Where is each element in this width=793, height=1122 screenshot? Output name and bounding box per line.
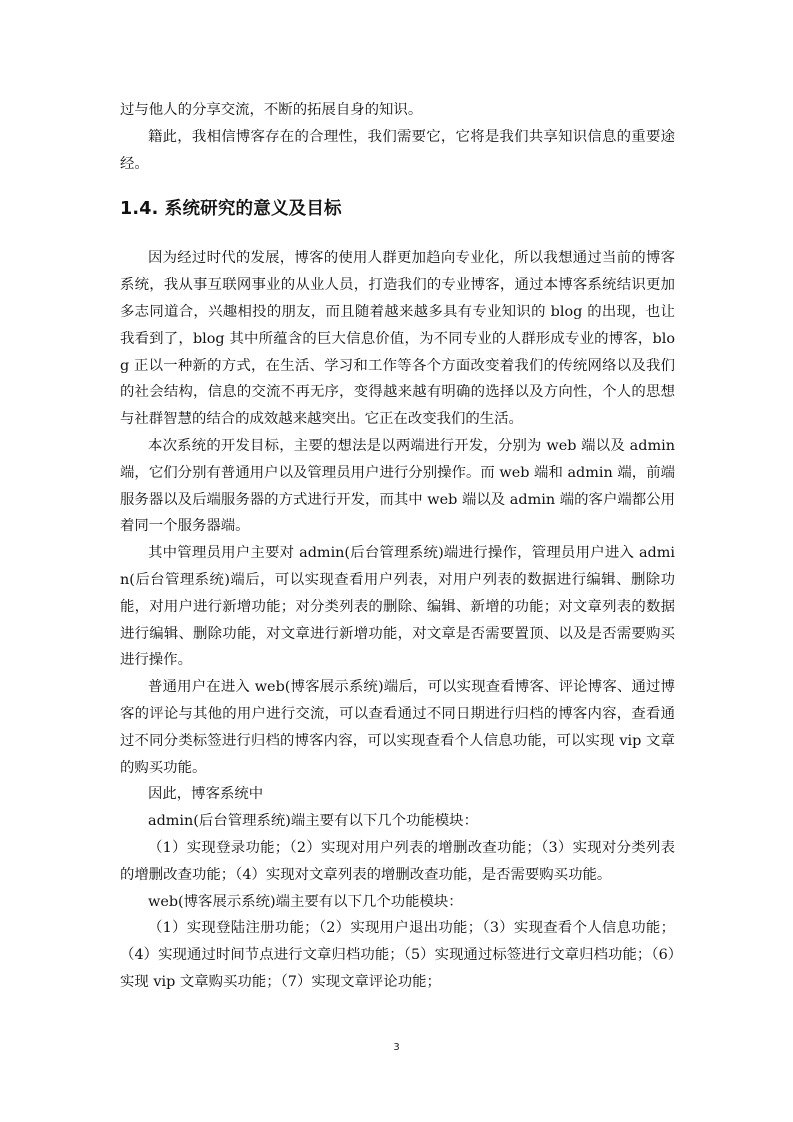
- paragraph: 过与他人的分享交流，不断的拓展自身的知识。: [120, 102, 423, 118]
- page-number: 3: [393, 1042, 400, 1053]
- paragraph: 因为经过时代的发展，博客的使用人群更加趋向专业化，所以我想通过当前的博客系统，我从事互联网事业的从业人员，打造我们的专业博客，通过本博客系统结识更加多志同道合，兴趣相投的朋友，而且随着越来越多具有专业知识的 blog 的出现，也让我看到了，blog 其中所蕴含的巨大信息价值，为不同专业的人群形成专业的博客，blog 正以一种新的方式，在生活、学习和工作等各个方面改变着我们的传统网络以及我们的社会结构，信息的交流不再无序，变得越来越有明确的选择以及方向性，个人的思想与社群智慧的结合的成效越来越突出。它正在改变我们的生活。: [120, 250, 675, 428]
- paragraph: admin(后台管理系统)端主要有以下几个功能模块：: [148, 813, 478, 830]
- paragraph: （1）实现登录功能；（2）实现对用户列表的增删改查功能；（3）实现对分类列表的增删改查功能；（4）实现对文章列表的增删改查功能，是否需要购买功能。: [120, 839, 675, 883]
- paragraph: web(博客展示系统)端主要有以下几个功能模块：: [148, 893, 463, 910]
- section-heading: 1.4. 系统研究的意义及目标: [120, 199, 342, 220]
- paragraph: 籍此，我相信博客存在的合理性，我们需要它，它将是我们共享知识信息的重要途经。: [120, 128, 675, 172]
- paragraph: 本次系统的开发目标，主要的想法是以两端进行开发，分别为 web 端以及 admin 端，它们分别有普通用户以及管理员用户进行分别操作。而 web 端和 admin 端，前端服务器以及后端服务器的方式进行开发，而其中 web 端以及 admin 端的客户端都公用着同一个服务器端。: [120, 437, 675, 535]
- paragraph: 因此，博客系统中: [148, 786, 264, 803]
- paragraph: 其中管理员用户主要对 admin(后台管理系统)端进行操作，管理员用户进入 admin(后台管理系统)端后，可以实现查看用户列表，对用户列表的数据进行编辑、删除功能，对用户进行新增功能；对分类列表的删除、编辑、新增的功能；对文章列表的数据进行编辑、删除功能，对文章进行新增功能，对文章是否需要置顶、以及是否需要购买进行操作。: [120, 545, 675, 669]
- paragraph: （1）实现登陆注册功能；（2）实现用户退出功能；（3）实现查看个人信息功能；（4）实现通过时间节点进行文章归档功能；（5）实现通过标签进行文章归档功能；（6）实现 vip 文章购买功能；（7）实现文章评论功能；: [120, 920, 675, 990]
- page-content: [120, 97, 675, 996]
- paragraph: 普通用户在进入 web(博客展示系统)端后，可以实现查看博客、评论博客、通过博客的评论与其他的用户进行交流，可以查看通过不同日期进行归档的博客内容，查看通过不同分类标签进行归档的博客内容，可以实现查看个人信息功能，可以实现 vip 文章的购买功能。: [120, 679, 675, 776]
